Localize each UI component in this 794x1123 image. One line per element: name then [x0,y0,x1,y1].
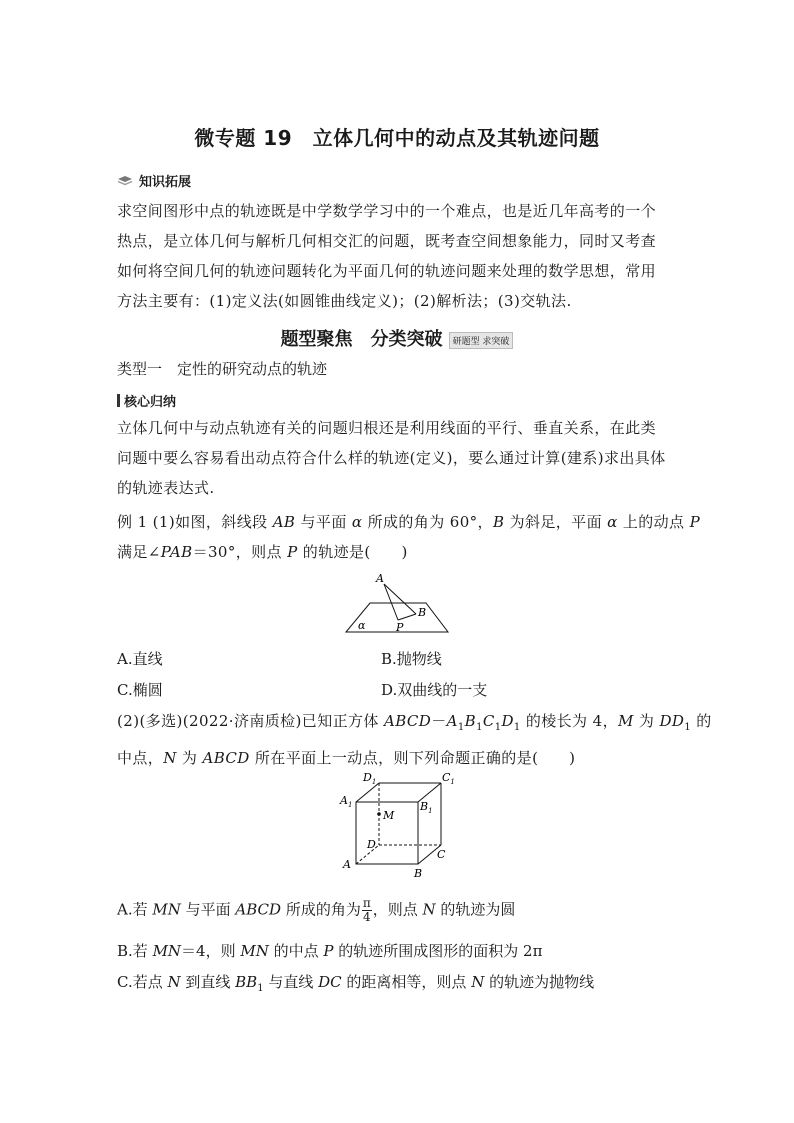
ex1-option-a[interactable]: A.直线 [117,650,163,668]
page-title: 微专题 19 立体几何中的动点及其轨迹问题 [194,126,600,150]
intro-line: 热点，是立体几何与解析几何相交汇的问题，既考查空间想象能力，同时又考查 [117,232,657,250]
label-a: A [376,572,384,585]
ex2-option-c[interactable]: C.若点 N 到直线 $BB_1$ 与直线 DC 的距离相等，则点 N 的轨迹为抛物线 [117,973,595,994]
heading-bar-icon [117,394,120,407]
ex1-option-d[interactable]: D.双曲线的一支 [381,681,488,699]
example-1 [117,507,701,567]
label-p: P [396,621,404,634]
example-2-line-2: 中点，N 为 ABCD 所在平面上一动点，则下列命题正确的是( ) [117,749,576,767]
ex1-option-c[interactable]: C.椭圆 [117,681,163,699]
core-line: 的轨迹表达式. [117,479,215,497]
core-line: 问题中要么容易看出动点符合什么样的轨迹(定义)，要么通过计算(建系)求出具体 [117,449,666,467]
example-2 [117,706,712,773]
segment-ap [384,584,398,620]
label-c1: $C_1$ [442,771,455,786]
intro-line: 方法主要有：(1)定义法(如圆锥曲线定义)；(2)解析法；(3)交轨法. [117,292,572,310]
layers-icon [117,175,133,187]
segment-bp [398,614,416,620]
intro-line: 求空间图形中点的轨迹既是中学数学学习中的一个难点，也是近几年高考的一个 [117,202,657,220]
point-m [377,812,381,816]
plane-figure [340,570,455,636]
section-banner [0,325,794,351]
banner-text: 题型聚焦 分类突破 [280,329,443,350]
cube-figure [334,768,464,880]
ex2-option-b[interactable]: B.若 MN＝4，则 MN 的中点 P 的轨迹所围成图形的面积为 2π [117,942,543,960]
core-heading-label: 核心归纳 [124,395,177,410]
section-heading-label: 知识拓展 [139,175,192,190]
example-1-line-1: 例 1 (1)如图，斜线段 AB 与平面 α 所成的角为 60°，B 为斜足，平面 α 上的动点 P [117,513,701,531]
segment-ab [384,584,416,614]
core-heading [117,391,176,410]
label-d: D [367,838,376,851]
fraction-pi-over-4: $\frac{\pi}{4}$ [362,896,371,924]
core-line: 立体几何中与动点轨迹有关的问题归根还是利用线面的平行、垂直关系，在此类 [117,419,657,437]
example-1-line-2: 满足∠PAB＝30°，则点 P 的轨迹是( ) [117,543,408,561]
label-c: C [437,848,446,861]
type-heading: 类型一 定性的研究动点的轨迹 [117,360,328,378]
ex2-option-a[interactable]: A.若 MN 与平面 ABCD 所成的角为 $\frac{\pi}{4}$ ，则点 N 的轨迹为圆 [117,896,516,924]
label-m: M [383,809,395,822]
label-d1: $D_1$ [363,771,377,786]
label-b: B [414,867,423,880]
label-a1: $A_1$ [340,794,353,809]
ex1-option-b[interactable]: B.抛物线 [381,650,442,668]
label-b: B [418,606,427,619]
label-b1: $B_1$ [420,800,433,815]
banner-tag: 研题型 求突破 [449,332,514,349]
intro-paragraph [117,196,679,316]
section-heading [117,171,191,190]
label-alpha: α [358,619,366,632]
label-a: A [343,858,351,871]
intro-line: 如何将空间几何的轨迹问题转化为平面几何的轨迹问题来处理的数学思想，常用 [117,262,657,280]
example-2-line-1: (2)(多选)(2022·济南质检)已知正方体 $ABCD-A_1B_1C_1D_1$ 的棱长为 4，M 为 $DD_1$ 的 [117,712,712,733]
core-paragraph [117,413,679,503]
